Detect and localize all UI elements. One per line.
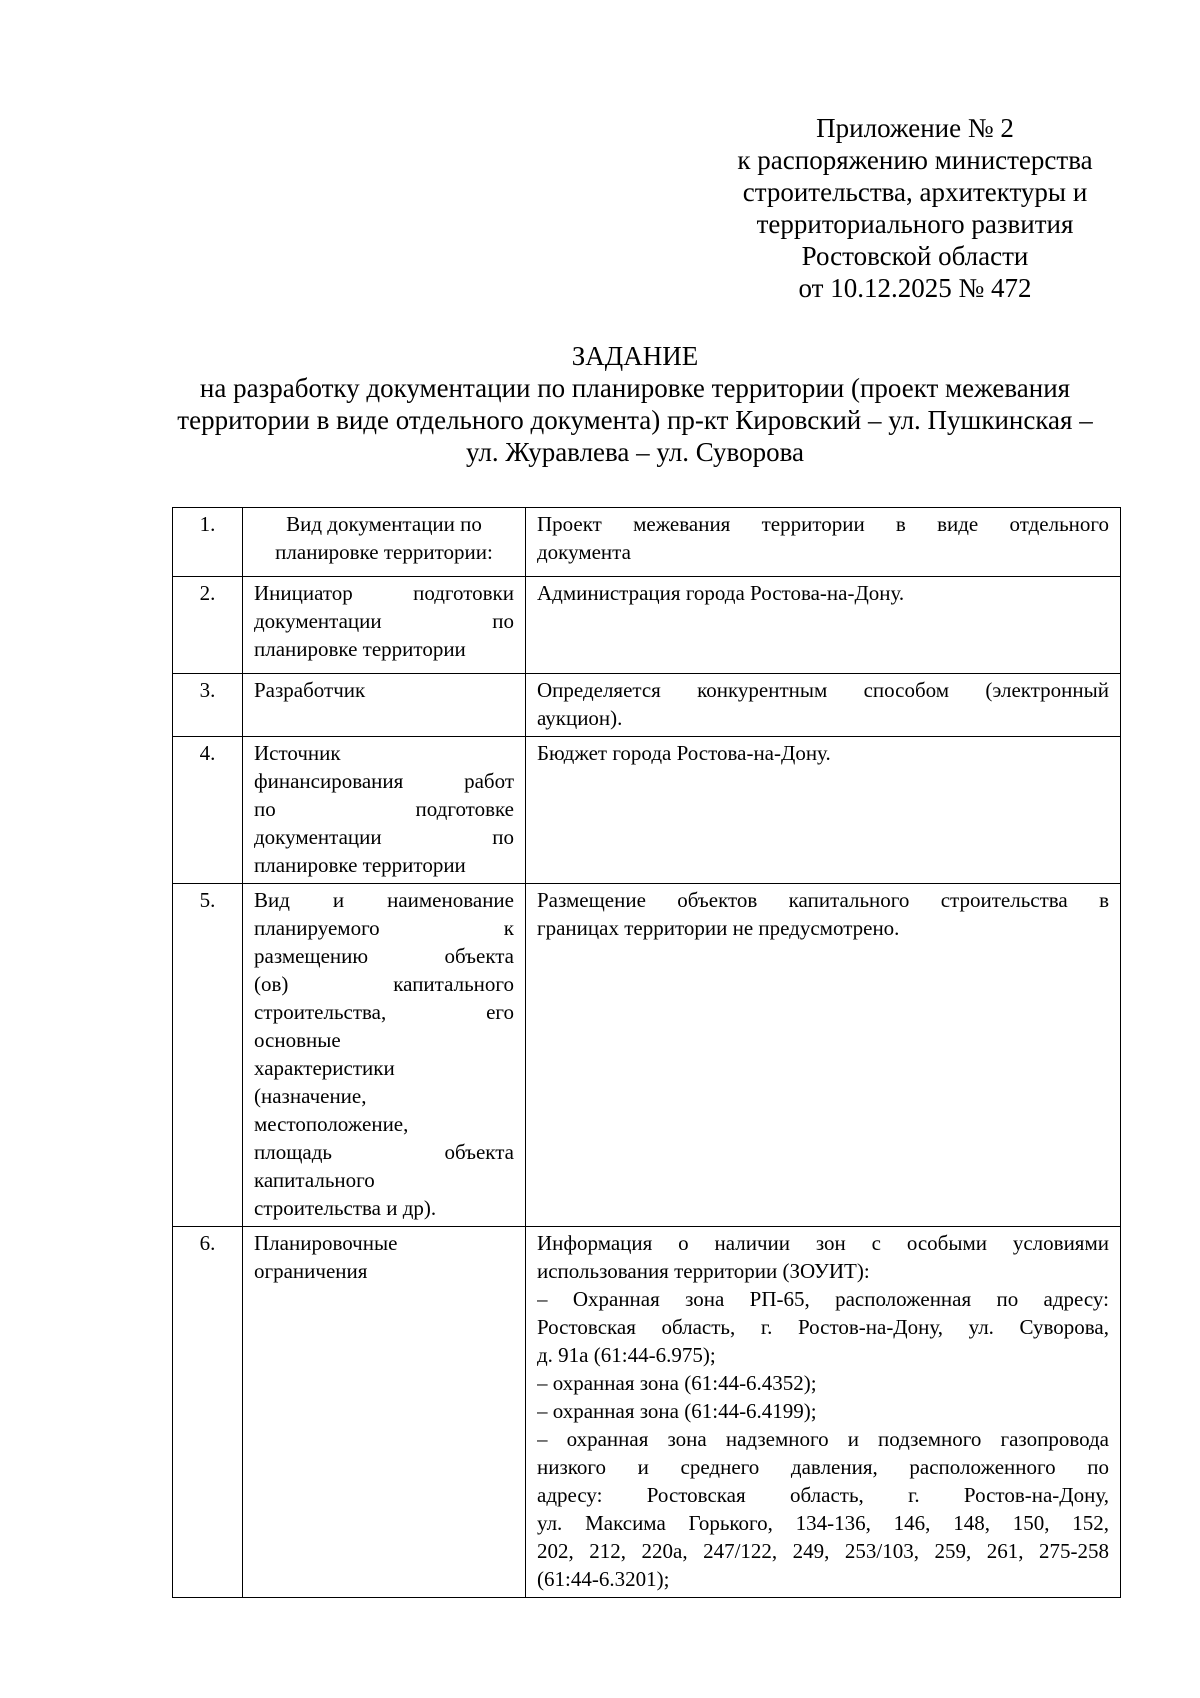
- row-label-line: финансирования работ: [254, 769, 514, 793]
- appendix-block: [700, 112, 1130, 304]
- row-value: [526, 508, 1121, 577]
- row-label-line: строительства, его: [254, 1000, 514, 1024]
- row-label-line: капитального: [254, 1168, 375, 1192]
- row-value-line: Ростовская область, г. Ростов-на-Дону, ул. Суворова,: [537, 1315, 1109, 1339]
- appendix-region: Ростовской области: [801, 241, 1029, 271]
- document-subtitle-line3: ул. Журавлева – ул. Суворова: [466, 437, 804, 467]
- document-subtitle-line1: на разработку документации по планировке территории (проект межевания: [199, 373, 1071, 403]
- row-label-line: ограничения: [254, 1259, 368, 1283]
- row-number: 1.: [173, 508, 243, 577]
- row-value: [526, 577, 1121, 674]
- table-row: [173, 884, 1121, 1227]
- row-label-line: планировке территории: [254, 637, 466, 661]
- row-value-line: д. 91а (61:44-6.975);: [537, 1343, 716, 1367]
- row-label-line: планировке территории: [254, 853, 466, 877]
- row-label-line: Разработчик: [254, 678, 366, 702]
- row-value: [526, 1227, 1121, 1598]
- row-number: 2.: [173, 577, 243, 674]
- row-value-line: низкого и среднего давления, расположенного по: [537, 1455, 1109, 1479]
- row-value-line: Определяется конкурентным способом (электронный: [537, 678, 1109, 702]
- row-value-line: – охранная зона (61:44-6.4199);: [537, 1399, 817, 1423]
- row-label: [243, 1227, 526, 1598]
- row-value-line: 202, 212, 220а, 247/122, 249, 253/103, 259, 261, 275-258: [537, 1539, 1109, 1563]
- row-number: 5.: [173, 884, 243, 1227]
- row-number: 3.: [173, 674, 243, 737]
- row-label-line: Вид и наименование: [254, 888, 514, 912]
- table-row: [173, 674, 1121, 737]
- row-label-line: размещению объекта: [254, 944, 514, 968]
- row-label: [243, 737, 526, 884]
- row-value-line: документа: [537, 540, 631, 564]
- row-label-line: по подготовке: [254, 797, 514, 821]
- row-value-line: ул. Максима Горького, 134-136, 146, 148, 150, 152,: [537, 1511, 1109, 1535]
- appendix-number: Приложение № 2: [816, 113, 1014, 143]
- row-label: [243, 674, 526, 737]
- document-heading: [150, 340, 1120, 468]
- row-label-line: основные: [254, 1028, 341, 1052]
- row-label-line: документации по: [254, 609, 514, 633]
- row-value-line: (61:44-6.3201);: [537, 1567, 670, 1591]
- row-value-line: – охранная зона (61:44-6.4352);: [537, 1371, 817, 1395]
- row-label: [243, 884, 526, 1227]
- row-value-line: использования территории (ЗОУИТ):: [537, 1259, 870, 1283]
- table-row: [173, 737, 1121, 884]
- task-table: [172, 507, 1121, 1598]
- row-label: [243, 577, 526, 674]
- row-value: [526, 737, 1121, 884]
- row-label-line: Планировочные: [254, 1231, 398, 1255]
- row-value-line: Информация о наличии зон с особыми условиями: [537, 1231, 1109, 1255]
- row-number: 4.: [173, 737, 243, 884]
- row-value: [526, 884, 1121, 1227]
- row-value-line: Размещение объектов капитального строительства в: [537, 888, 1109, 912]
- appendix-date-number: от 10.12.2025 № 472: [798, 273, 1032, 303]
- appendix-ministry-line1: строительства, архитектуры и: [742, 177, 1088, 207]
- row-label-line: Источник: [254, 741, 341, 765]
- row-label: [243, 508, 526, 577]
- row-value-line: Администрация города Ростова-на-Дону.: [537, 581, 905, 605]
- row-label-line: площадь объекта: [254, 1140, 514, 1164]
- row-value-line: аукцион).: [537, 706, 623, 730]
- row-label-line: документации по: [254, 825, 514, 849]
- table-row: [173, 1227, 1121, 1598]
- row-label-line: планировке территории:: [275, 540, 493, 564]
- row-value-line: Бюджет города Ростова-на-Дону.: [537, 741, 831, 765]
- row-value-line: адресу: Ростовская область, г. Ростов-на-Дону,: [537, 1483, 1109, 1507]
- row-value: [526, 674, 1121, 737]
- row-label-line: Вид документации по: [286, 512, 482, 536]
- appendix-ministry-line2: территориального развития: [756, 209, 1074, 239]
- row-label-line: планируемого к: [254, 916, 514, 940]
- row-label-line: (назначение,: [254, 1084, 367, 1108]
- row-label-line: местоположение,: [254, 1112, 409, 1136]
- row-number: 6.: [173, 1227, 243, 1598]
- row-label-line: строительства и др).: [254, 1196, 437, 1220]
- row-value-line: Проект межевания территории в виде отдельного: [537, 512, 1109, 536]
- row-value-line: – охранная зона надземного и подземного газопровода: [537, 1427, 1109, 1451]
- row-value-line: – Охранная зона РП-65, расположенная по адресу:: [537, 1287, 1109, 1311]
- document-title: ЗАДАНИЕ: [571, 341, 699, 371]
- document-subtitle-line2: территории в виде отдельного документа) пр-кт Кировский – ул. Пушкинская –: [177, 405, 1093, 435]
- row-label-line: характеристики: [254, 1056, 395, 1080]
- table-row: [173, 508, 1121, 577]
- appendix-order-ref: к распоряжению министерства: [737, 145, 1093, 175]
- row-value-line: границах территории не предусмотрено.: [537, 916, 900, 940]
- row-label-line: (ов) капитального: [254, 972, 514, 996]
- row-label-line: Инициатор подготовки: [254, 581, 514, 605]
- table-row: [173, 577, 1121, 674]
